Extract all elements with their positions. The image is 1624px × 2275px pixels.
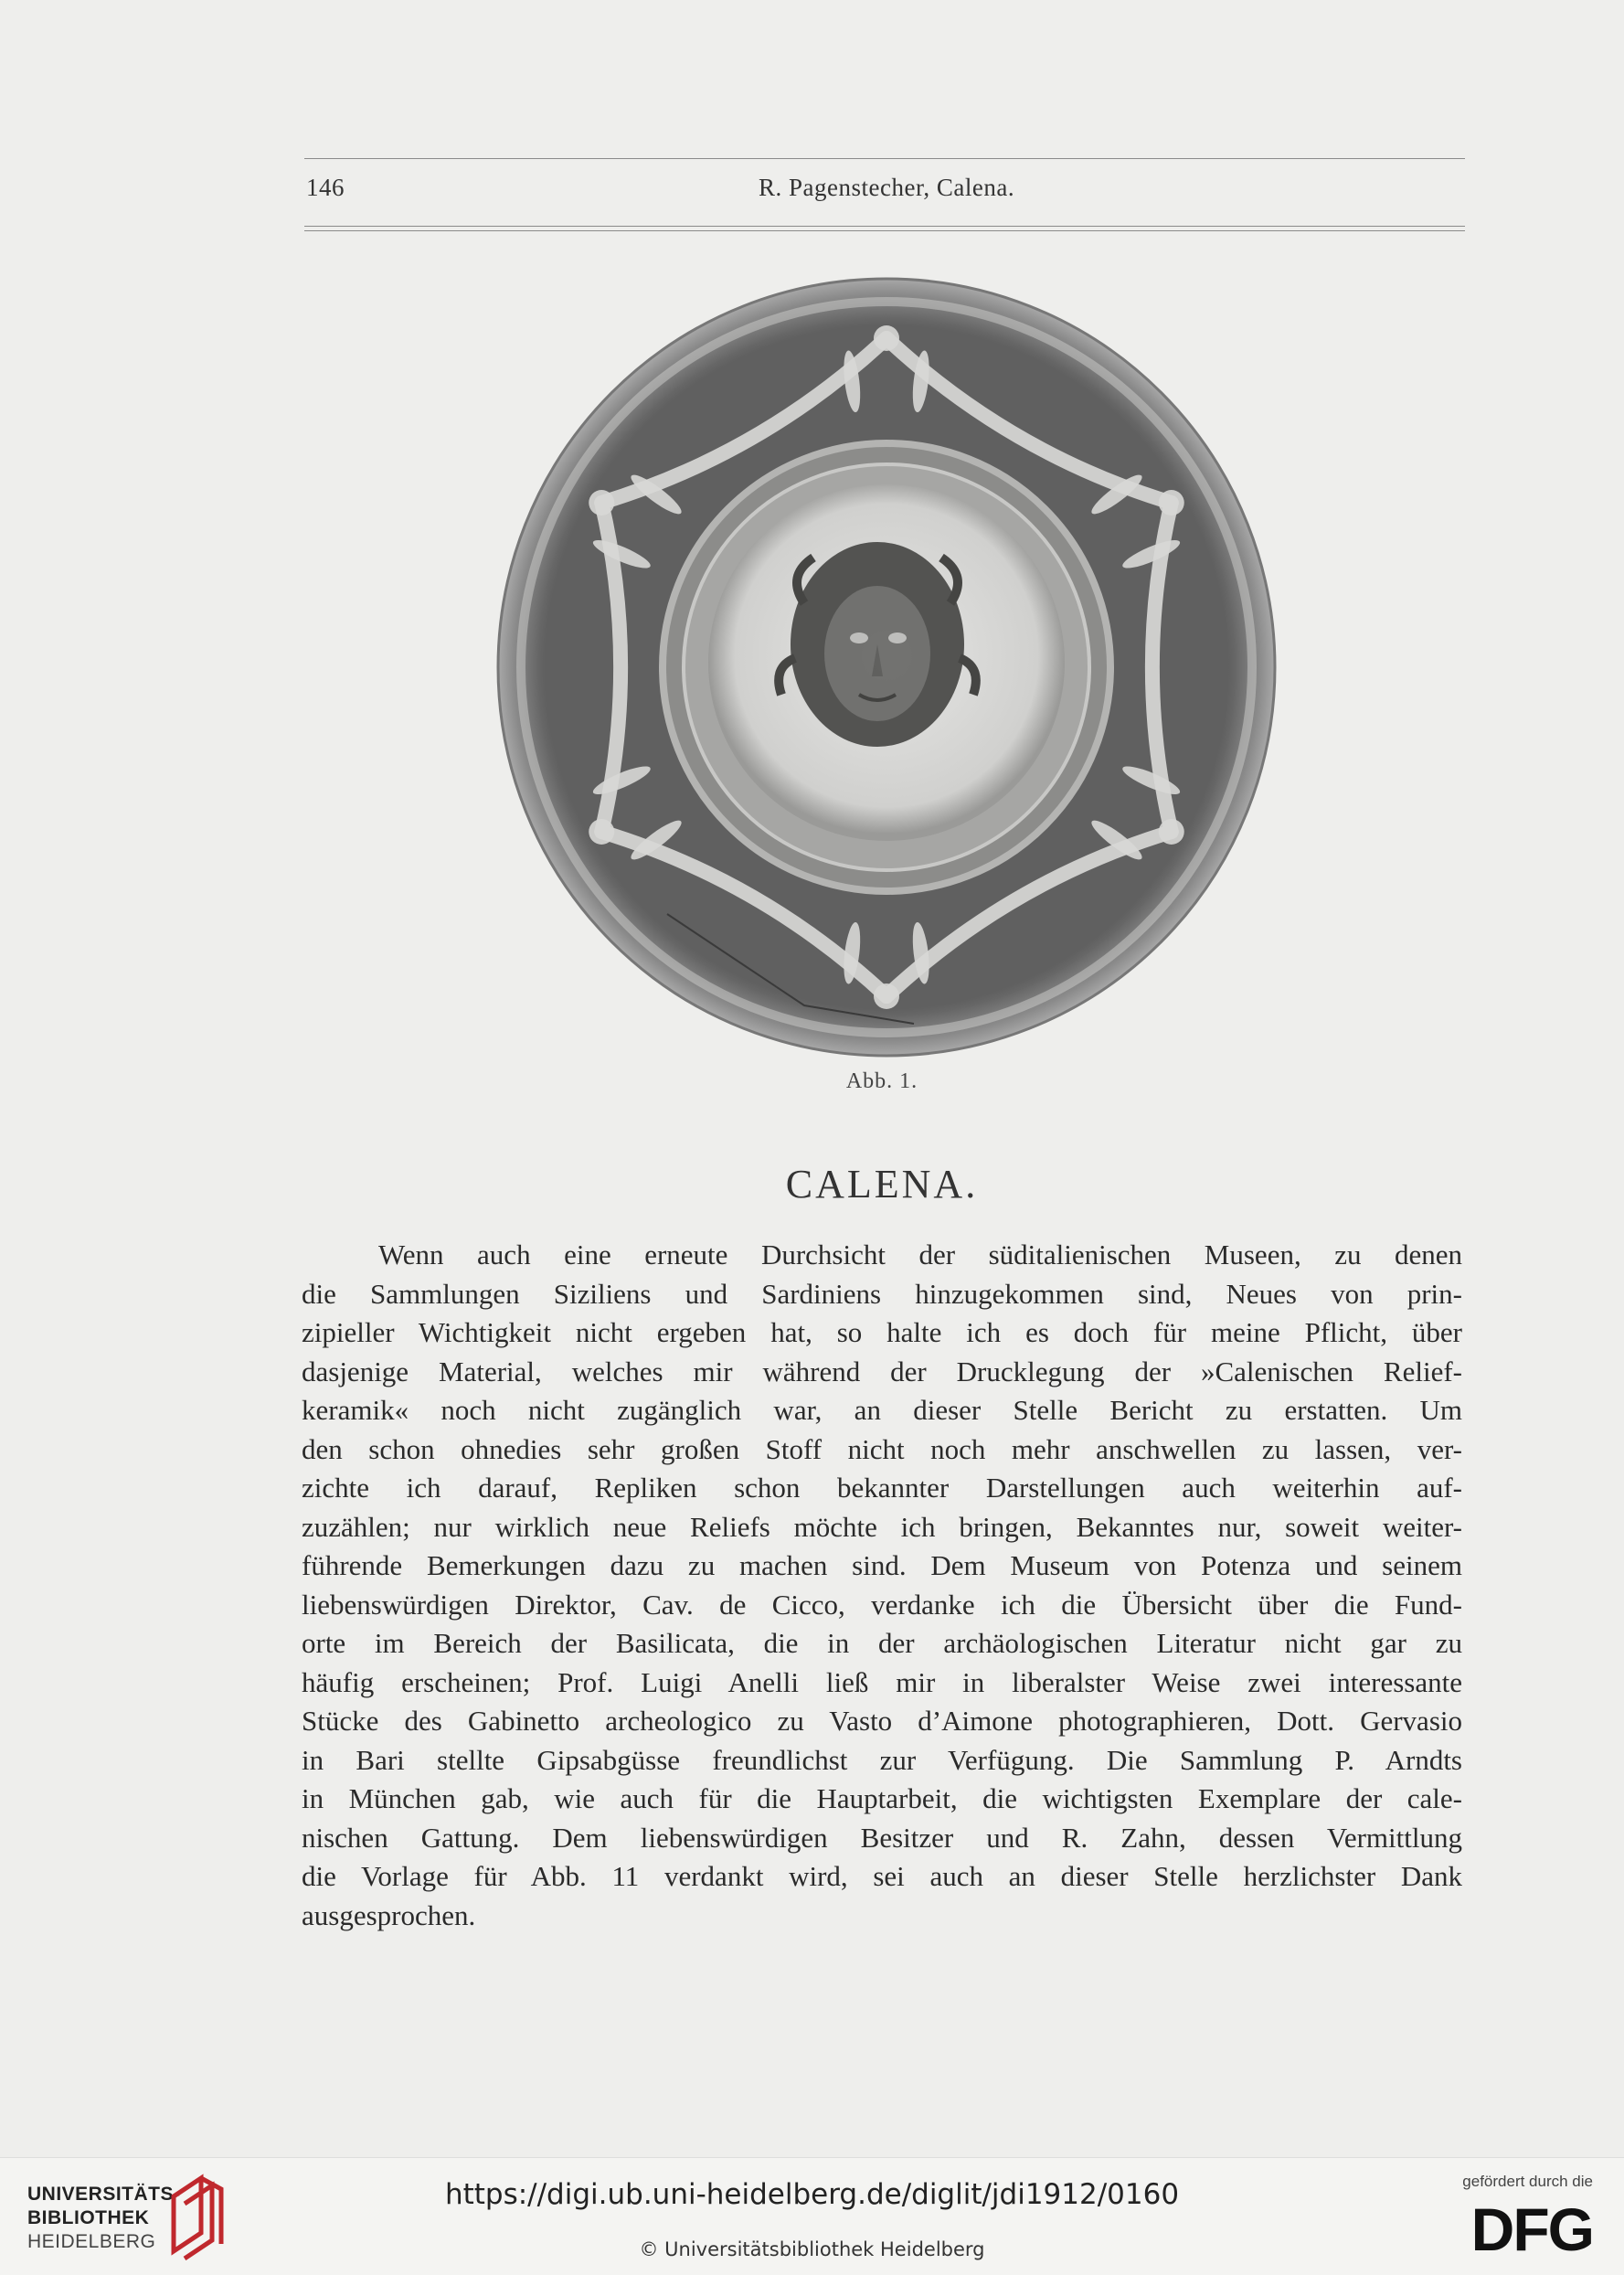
header-top-rule	[304, 158, 1465, 159]
page-number: 146	[306, 174, 345, 201]
library-name-line1: UNIVERSITÄTS-	[27, 2184, 181, 2205]
plate-figure	[475, 274, 1298, 1060]
dfg-logo[interactable]: DFG	[1470, 2195, 1593, 2263]
body-line: in München gab, wie auch für die Hauptarbeit, die wichtigsten Exemplare der cale-	[302, 1782, 1462, 1814]
body-line: nischen Gattung. Dem liebenswürdigen Besitzer und R. Zahn, dessen Vermittlung	[302, 1821, 1462, 1854]
permalink-url[interactable]: https://digi.ub.uni-heidelberg.de/diglit/jdi1912/0160	[444, 2178, 1180, 2211]
body-line: häufig erscheinen; Prof. Luigi Anelli ließ mir in liberalster Weise zwei interessante	[302, 1665, 1462, 1698]
library-name-line2: BIBLIOTHEK	[27, 2207, 150, 2228]
header-bottom-rule-1	[304, 226, 1465, 227]
body-line: orte im Bereich der Basilicata, die in der archäologischen Literatur nicht gar zu	[302, 1627, 1462, 1659]
plate-image	[475, 274, 1298, 1060]
garland-bow	[589, 819, 614, 845]
body-line: zipieller Wichtigkeit nicht ergeben hat, so halte ich es doch für meine Pflicht, über	[302, 1316, 1462, 1348]
garland-bow	[589, 490, 614, 516]
garland-bow	[874, 325, 899, 351]
copyright-notice: © Universitätsbibliothek Heidelberg	[639, 2238, 985, 2260]
body-line: in Bari stellte Gipsabgüsse freundlichst zur Verfügung. Die Sammlung P. Arndts	[302, 1743, 1462, 1776]
running-title: R. Pagenstecher, Calena.	[759, 174, 1015, 201]
body-text	[302, 1236, 1462, 1935]
body-line: Stücke des Gabinetto archeologico zu Vasto d’Aimone photographieren, Dott. Gervasio	[302, 1705, 1462, 1737]
body-line: führende Bemerkungen dazu zu machen sind. Dem Museum von Potenza und seinem	[302, 1549, 1462, 1581]
footer-bar	[0, 2157, 1624, 2275]
header-bottom-rule-2	[304, 230, 1465, 231]
body-line: den schon ohnedies sehr großen Stoff nicht noch mehr anschwellen zu lassen, ver-	[302, 1432, 1462, 1465]
garland-bow	[1159, 490, 1184, 516]
body-line: die Vorlage für Abb. 11 verdankt wird, sei auch an dieser Stelle herzlichster Dank	[302, 1860, 1462, 1892]
body-line: Wenn auch eine erneute Durchsicht der süditalienischen Museen, zu denen	[378, 1238, 1462, 1270]
body-line: die Sammlungen Siziliens und Sardiniens hinzugekommen sind, Neues von prin-	[302, 1277, 1462, 1310]
section-title: CALENA.	[785, 1162, 979, 1207]
library-name-line3: HEIDELBERG	[27, 2231, 156, 2252]
body-line: zichte ich darauf, Repliken schon bekannter Darstellungen auch weiterhin auf-	[302, 1472, 1462, 1504]
body-line: liebenswürdigen Direktor, Cav. de Cicco, verdanke ich die Übersicht über die Fund-	[302, 1588, 1462, 1621]
funded-by-label: gefördert durch die	[1462, 2173, 1593, 2190]
garland-bow	[874, 983, 899, 1009]
body-line: ausgesprochen.	[302, 1898, 476, 1931]
body-line: dasjenige Material, welches mir während der Drucklegung der »Calenischen Relief-	[302, 1355, 1462, 1387]
body-line: keramik« noch nicht zugänglich war, an dieser Stelle Bericht zu erstatten. Um	[302, 1394, 1462, 1426]
figure-caption: Abb. 1.	[845, 1069, 918, 1093]
garland-bow	[1159, 819, 1184, 845]
body-line: zuzählen; nur wirklich neue Reliefs möchte ich bringen, Bekanntes nur, soweit weiter-	[302, 1510, 1462, 1543]
